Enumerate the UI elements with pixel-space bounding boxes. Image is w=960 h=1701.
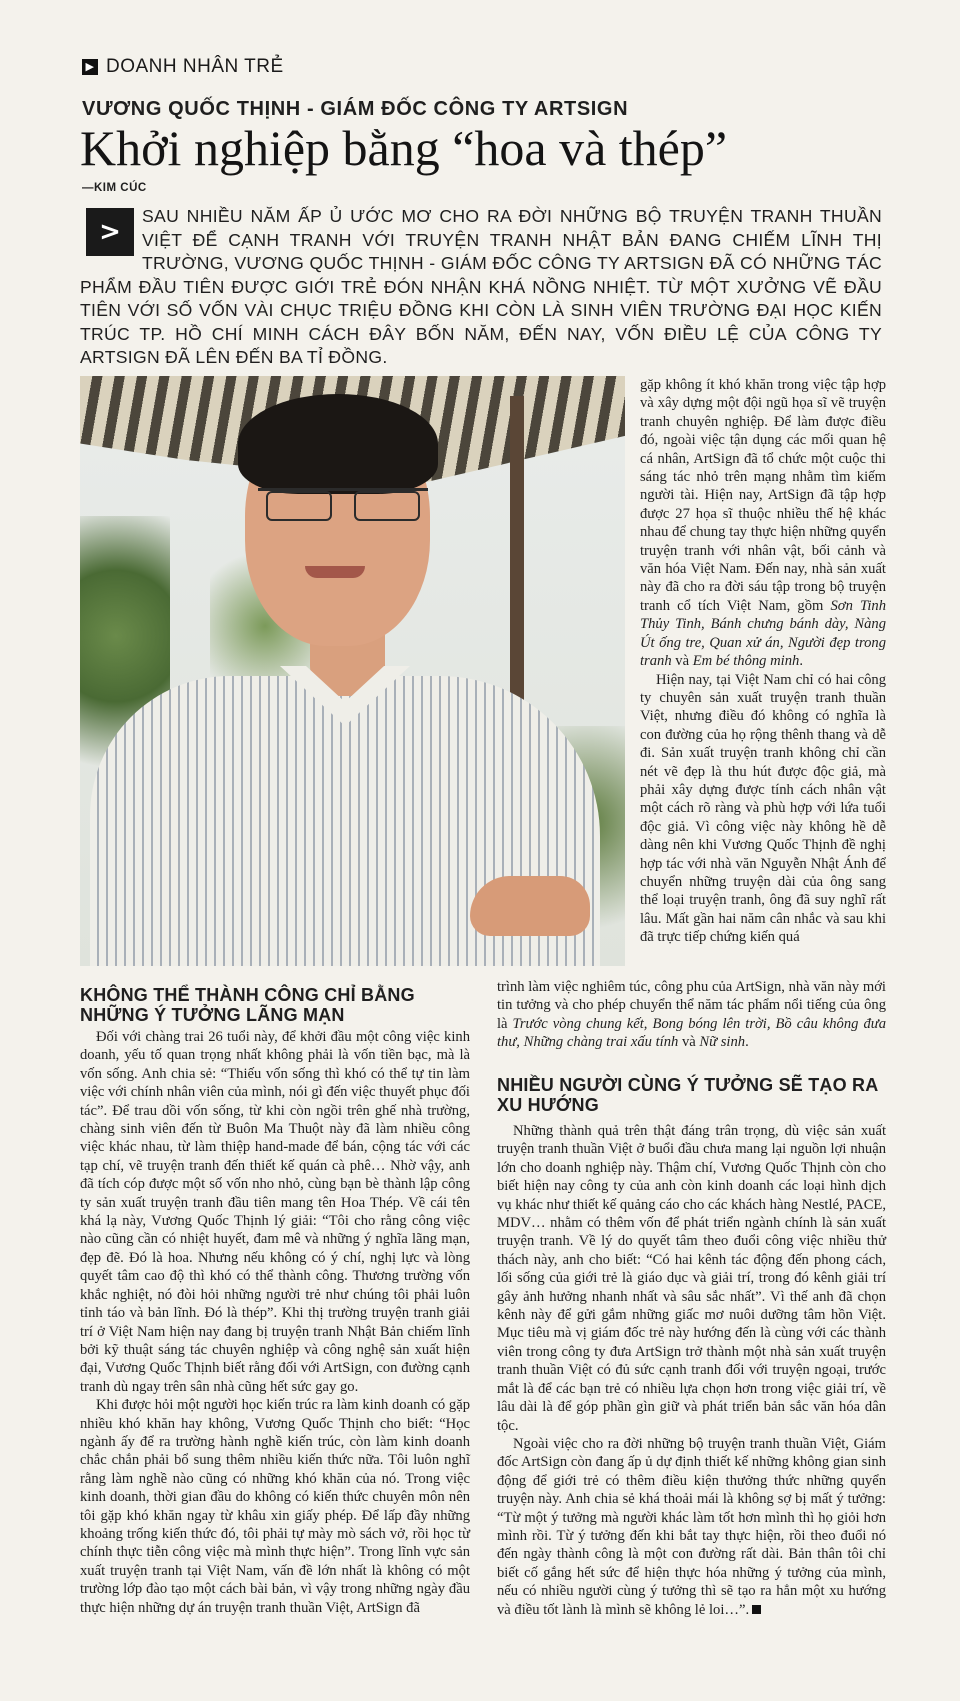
left-column bbox=[80, 1028, 470, 1617]
article-title: Khởi nghiệp bằng “hoa và thép” bbox=[80, 120, 728, 176]
left-col-para-1: Đối với chàng trai 26 tuổi này, để khởi đầu một công việc kinh doanh, yếu tố quan trọng nhất không phải là vốn tiền bạc, mà là vốn sống. Anh chia sẻ: “Thiếu vốn sống thì khó có thể tự tin làm việc với chính nhân viên của mình, nói gì đến việc thuyết phục đối tác”. Để trau dồi vốn sống, từ khi còn ngồi trên ghế nhà trường, chàng sinh viên đến từ Buôn Ma Thuột này đã làm nhiều công việc khác nhau, từ làm thiệp hand-made để bán, cộng tác với các tạp chí, vẽ truyện tranh đến thiết kế quán cà phê… Nhờ vậy, anh đã tích cóp được một số vốn nho nhỏ, cùng bạn bè thành lập công ty sản xuất truyện tranh đầu tiên mang tên Hoa Thép. Về cái tên khá lạ này, Vương Quốc Thịnh lý giải: “Tôi cho rằng công việc nào cũng cần có nhiệt huyết, đam mê và những ý nghĩa lãng mạn, đẹp đẽ. Đó là hoa. Nhưng nếu không có ý chí, nghị lực và lòng quyết tâm cao độ thì khó có thể thành công. Thương trường vốn khắc nghiệt, nó đòi hỏi những người trẻ như chúng tôi phải luôn tỉnh táo và bản lĩnh. Đó là thép”. Khi thị trường truyện tranh giải trí ở Việt Nam hiện nay đang bị truyện tranh Nhật Bản chiếm lĩnh bởi kỹ thuật sáng tác chuyên nghiệp và công nghệ sản xuất hiện đại, Vương Quốc Thịnh biết rằng đối với ArtSign, con đường cạnh tranh dù ngay trên sân nhà cũng hết sức gay go. bbox=[80, 1029, 470, 1395]
right-col-para-2: Hiện nay, tại Việt Nam chỉ có hai công ty chuyên sản xuất truyện tranh thuần Việt, nhưng điều đó không có nghĩa là con đường của họ rộng thênh thang và dễ đi. Sản xuất truyện tranh không chỉ cần nét vẽ đẹp là thu hút được độc giả, mà phải xây dựng được tính cách nhân vật một cách rõ ràng và phù hợp với lứa tuổi độc giả. Vì công việc này không hề dễ dàng nên khi Vương Quốc Thịnh đề nghị hợp tác với nhà văn Nguyễn Nhật Ánh để chuyển những truyện dài của ông sang thể loại truyện tranh, ông đã suy nghĩ rất lâu. Mất gần hai năm cân nhắc và sau khi đã trực tiếp chứng kiến quá bbox=[640, 671, 886, 946]
right-col-para-1: gặp không ít khó khăn trong việc tập hợp và xây dựng một đội ngũ họa sĩ vẽ truyện tranh chuyên nghiệp. Để làm được điều đó, ngoài việc tận dụng các mối quan hệ cá nhân, ArtSign đã tổ chức một cuộc thi sáng tác nhỏ trên mạng nhằm tìm kiếm người tài. Hiện nay, ArtSign đã tập hợp được 27 họa sĩ thuộc nhiều thế hệ khác nhau để chung tay thực hiện những quyển truyện tranh với nhân vật, bối cảnh và văn hóa Việt Nam. Đến nay, nhà sản xuất này đã cho ra đời sáu tập trong bộ truyện tranh cổ tích Việt Nam, gồm bbox=[640, 377, 886, 614]
mid-col-para-1: Những thành quả trên thật đáng trân trọng, dù việc sản xuất truyện tranh thuần Việt ở buổi đầu chưa mang lại nguồn lợi nhuận lớn cho doanh nghiệp này. Thậm chí, Vương Quốc Thịnh còn cho biết hiện nay công ty của anh còn kinh doanh các loại hình dịch vụ khác như thiết kế quảng cáo cho các khách hàng Nestlé, PACE, MDV… nhằm có thêm vốn để phát triển ngành chính là sản xuất truyện tranh. Về lý do quyết tâm theo đuổi công việc nhiều thử thách này, anh cho biết: “Có hai kênh tác động đến phong cách, lối sống của giới trẻ là giáo dục và giải trí, trong đó kênh giải trí gây ảnh hưởng nhanh nhất và sâu sắc nhất”. Vì thế anh đã chọn kênh này để gửi gắm những giấc mơ nuôi dưỡng tâm hồn Việt. Mục tiêu mà vị giám đốc trẻ này hướng đến là cùng với các thành viên trong công ty đưa ArtSign trở thành một nhà sản xuất truyện tranh thuần Việt có đủ sức cạnh tranh đối với truyện ngoại, trước mắt là để các bạn trẻ có nhiều lựa chọn hơn trong việc giải trí, về lâu dài là để góp phần gìn giữ và phát triển bản sắc văn hóa dân tộc. bbox=[497, 1123, 886, 1434]
mid-col-para-2: Ngoài việc cho ra đời những bộ truyện tranh thuần Việt, Giám đốc ArtSign còn đang ấp ủ dự định thiết kế những không gian sinh động để giới trẻ có thêm điều kiện thưởng thức những quyển truyện này. Anh chia sẻ khá thoải mái là không sợ bị mất ý tưởng: “Từ một ý tưởng mà người khác làm tốt hơn mình thì họ giỏi hơn mình rồi. Từ ý tưởng đến khi bắt tay thực hiện, rồi theo đuổi nó đến ngày thành công là một con đường rất dài. Bản thân tôi chỉ biết cố gắng hết sức để hiện thực hóa những ý tưởng của mình, nếu có nhiều người cùng ý tưởng thì sẽ tạo ra hẳn một xu hướng và điều tốt lành là mình sẽ không lẻ loi…”. bbox=[497, 1435, 886, 1618]
right-column: gặp không ít khó khăn trong việc tập hợp và xây dựng một đội ngũ họa sĩ vẽ truyện tranh chuyên nghiệp. Để làm được điều đó, ngoài việc tận dụng các mối quan hệ cá nhân, ArtSign đã tổ chức một cuộc thi sáng tác nhỏ trên mạng nhằm tìm kiếm người tài. Hiện nay, ArtSign đã tập hợp được 27 họa sĩ thuộc nhiều thế hệ khác nhau để chung tay thực hiện những quyển truyện tranh với nhân vật, bối cảnh và văn hóa Việt Nam. Đến nay, nhà sản xuất này đã cho ra đời sáu tập trong bộ truyện tranh cổ tích Việt Nam, gồm Sơn Tinh Thủy Tinh, Bánh chưng bánh dày, Nàng Út ống tre, Quan xử án, Người đẹp trong tranh và Em bé thông minh. Hiện nay, tại Việt Nam chỉ có hai công ty chuyên sản xuất truyện tranh thuần Việt, nhưng điều đó không có nghĩa là con đường của họ rộng thênh thang và dễ đi. Sản xuất truyện tranh không chỉ cần nét vẽ đẹp là thu hút được độc giả, mà phải xây dựng được tính cách nhân vật một cách rõ ràng và phù hợp với lứa tuổi độc giả. Vì công việc này không hề dễ dàng nên khi Vương Quốc Thịnh đề nghị hợp tác với nhà văn Nguyễn Nhật Ánh để chuyển những truyện dài của ông sang thể loại truyện tranh, ông đã suy nghĩ rất lâu. Mất gần hai năm cân nhắc và sau khi đã trực tiếp chứng kiến quá bbox=[640, 377, 886, 946]
mid-column bbox=[497, 1122, 886, 1619]
novel-title-last: Nữ sinh bbox=[699, 1034, 746, 1051]
novel-titles: Trước vòng chung kết, Bong bóng lên trời, Bồ câu không đưa thư, Những chàng trai xấu tính bbox=[497, 1015, 887, 1051]
article-subtitle: VƯƠNG QUỐC THỊNH - GIÁM ĐỐC CÔNG TY ARTSIGN bbox=[82, 98, 629, 120]
end-mark bbox=[752, 1605, 761, 1614]
story-titles: Sơn Tinh Thủy Tinh, Bánh chưng bánh dày, Nàng Út ống tre, Quan xử án, Người đẹp trong tranh bbox=[640, 597, 886, 670]
portrait-photo bbox=[80, 376, 625, 966]
byline: —KIM CÚC bbox=[82, 182, 147, 194]
section-heading-right: NHIỀU NGƯỜI CÙNG Ý TƯỞNG SẼ TẠO RA XU HƯỚNG bbox=[497, 1075, 878, 1115]
chevron-right-icon: > bbox=[86, 208, 134, 256]
lead-paragraph bbox=[80, 205, 882, 370]
story-title-last: Em bé thông minh bbox=[692, 653, 800, 670]
section-heading-left: KHÔNG THỂ THÀNH CÔNG CHỈ BẰNG NHỮNG Ý TƯỞNG LÃNG MẠN bbox=[80, 985, 415, 1025]
lead-text: SAU NHIỀU NĂM ẤP Ủ ƯỚC MƠ CHO RA ĐỜI NHỮNG BỘ TRUYỆN TRANH THUẦN VIỆT ĐỂ CẠNH TRANH VỚI TRUYỆN TRANH NHẬT BẢN ĐANG CHIẾM LĨNH THỊ TRƯỜNG, VƯƠNG QUỐC THỊNH - GIÁM ĐỐC CÔNG TY ARTSIGN ĐÃ CÓ NHỮNG TÁC PHẨM ĐẦU TIÊN ĐƯỢC GIỚI TRẺ ĐÓN NHẬN KHÁ NỒNG NHIỆT. TỪ MỘT XƯỞNG VẼ ĐẦU TIÊN VỚI SỐ VỐN VÀI CHỤC TRIỆU ĐỒNG KHI CÒN LÀ SINH VIÊN TRƯỜNG ĐẠI HỌC KIẾN TRÚC TP. HỒ CHÍ MINH CÁCH ĐÂY BỐN NĂM, ĐẾN NAY, VỐN ĐIỀU LỆ CỦA CÔNG TY ARTSIGN ĐÃ LÊN ĐẾN BA TỈ ĐỒNG. bbox=[80, 206, 882, 367]
left-col-para-2: Khi được hỏi một người học kiến trúc ra làm kinh doanh có gặp nhiều khó khăn hay không, Vương Quốc Thịnh cho biết: “Học ngành ấy để ra trường hành nghề kiến trúc, còn làm kinh doanh chắc chắn phải bổ sung thêm nhiều kiến thức nữa. Tôi luôn nghĩ rằng làm nghề nào cũng có những khó khăn của nó. Trong việc kinh doanh, thời gian đầu do không có kiến thức chuyên môn nên tôi gặp khó khăn ngay từ khâu xin giấy phép. Để lấp đầy những khoảng trống kiến thức đó, tôi phải tự mày mò sách vở, rồi học từ chính thực tiễn công việc mà mình thực hiện”. Trong lĩnh vực sản xuất truyện tranh tại Việt Nam, vấn đề lớn nhất là không có một trường lớp đào tạo một cách bài bản, vì vậy trong những ngày đầu thực hiện những dự án truyện tranh thuần Việt, ArtSign đã bbox=[80, 1397, 470, 1616]
section-label: DOANH NHÂN TRẺ bbox=[106, 56, 284, 77]
carry-over-text: trình làm việc nghiêm túc, công phu của ArtSign, nhà văn này mới tin tưởng và cho phép chuyển thể năm tác phẩm nổi tiếng của ông là Trước vòng chung kết, Bong bóng lên trời, Bồ câu không đưa thư, Những chàng trai xấu tính và Nữ sinh. bbox=[497, 979, 887, 1051]
section-tag bbox=[82, 56, 284, 78]
arrow-right-icon: ▶ bbox=[82, 59, 98, 75]
